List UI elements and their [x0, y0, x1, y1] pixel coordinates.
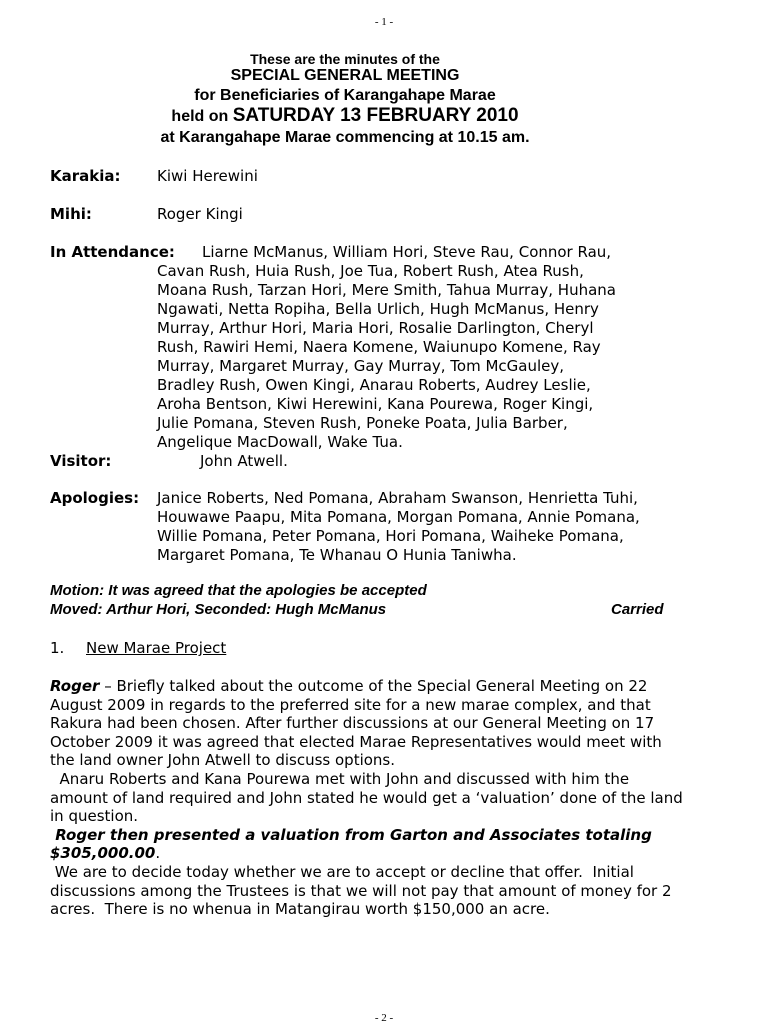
meeting-subtitle: for Beneficiaries of Karangahape Marae [194, 87, 496, 104]
visitor-row [50, 452, 288, 470]
attendance-first-line: Liarne McManus, William Hori, Steve Rau, Connor Rau, [202, 243, 612, 261]
mihi-value: Roger Kingi [157, 205, 243, 223]
date-prefix: held on [171, 108, 233, 125]
meeting-location: at Karangahape Marae commencing at 10.15 am. [160, 129, 530, 146]
motion-status: Carried [611, 601, 664, 618]
paragraph-4: We are to decide today whether we are to accept or decline that offer. Initial discussions among the Trustees is that we will not pay that amount of money for 2 acres. There is no whenua in Matangirau worth $150,000 an acre. [50, 862, 677, 919]
karakia-label: Karakia: [50, 167, 121, 185]
apologies-line: Margaret Pomana, Te Whanau O Hunia Taniwha. [157, 546, 517, 564]
attendance-line: Ngawati, Netta Ropiha, Bella Urlich, Hugh McManus, Henry [157, 300, 599, 318]
attendance-line: Moana Rush, Tarzan Hori, Mere Smith, Tahua Murray, Huhana [157, 281, 616, 299]
apologies-row [50, 489, 638, 507]
mihi-label: Mihi: [50, 205, 92, 223]
meeting-title: SPECIAL GENERAL MEETING [230, 67, 460, 84]
paragraph-3 [50, 826, 690, 863]
header-intro: These are the minutes of the [250, 51, 440, 67]
attendance-label: In Attendance: [50, 243, 175, 261]
apologies-label: Apologies: [50, 489, 140, 507]
visitor-value: John Atwell. [200, 452, 288, 470]
valuation-text: Roger then presented a valuation from Garton and Associates totaling $305,000.00 [50, 825, 658, 863]
page-number-bottom: - 2 - [374, 1012, 394, 1024]
visitor-label: Visitor: [50, 452, 112, 470]
karakia-row [50, 167, 258, 185]
attendance-line: Bradley Rush, Owen Kingi, Anarau Roberts, Audrey Leslie, [157, 376, 591, 394]
motion-moved: Moved: Arthur Hori, Seconded: Hugh McManus [50, 601, 387, 618]
paragraph-1-text: – Briefly talked about the outcome of the Special General Meeting on 22 August 2009 in regards to the preferred site for a new marae complex, and that Rakura had been chosen. After further discussions at our General Meeting on 17 October 2009 it was agreed that elected Marae Representatives would meet with the land owner John Atwell to discuss options. [50, 677, 662, 770]
section-heading [50, 639, 226, 657]
apologies-line: Willie Pomana, Peter Pomana, Hori Pomana, Waiheke Pomana, [157, 527, 624, 545]
section-number: 1. [50, 639, 65, 657]
attendance-line: Cavan Rush, Huia Rush, Joe Tua, Robert Rush, Atea Rush, [157, 262, 584, 280]
attendance-line: Rush, Rawiri Hemi, Naera Komene, Waiunupo Komene, Ray [157, 338, 601, 356]
motion-text: Motion: It was agreed that the apologies be accepted [50, 582, 427, 599]
attendance-line: Angelique MacDowall, Wake Tua. [157, 433, 403, 451]
page-number-top: - 1 - [374, 16, 394, 28]
karakia-value: Kiwi Herewini [157, 167, 258, 185]
apologies-list [157, 508, 640, 565]
mihi-row [50, 205, 243, 223]
attendance-line: Aroha Bentson, Kiwi Herewini, Kana Pourewa, Roger Kingi, [157, 395, 594, 413]
attendance-first-row [50, 243, 611, 261]
attendance-line: Julie Pomana, Steven Rush, Poneke Poata, Julia Barber, [157, 414, 568, 432]
attendance-line: Murray, Margaret Murray, Gay Murray, Tom McGauley, [157, 357, 565, 375]
meeting-date-line [0, 105, 690, 127]
valuation-end: . [155, 844, 161, 863]
paragraph-2: Anaru Roberts and Kana Pourewa met with John and discussed with him the amount of land required and John stated he would get a ‘valuation’ done of the land in question. [50, 769, 688, 826]
meeting-date: SATURDAY 13 FEBRUARY 2010 [232, 105, 519, 126]
attendance-line: Murray, Arthur Hori, Maria Hori, Rosalie Darlington, Cheryl [157, 319, 594, 337]
apologies-line: Houwawe Paapu, Mita Pomana, Morgan Pomana, Annie Pomana, [157, 508, 640, 526]
section-title: New Marae Project [86, 639, 227, 657]
apologies-first-line: Janice Roberts, Ned Pomana, Abraham Swanson, Henrietta Tuhi, [157, 489, 638, 507]
speaker-name: Roger [50, 677, 100, 695]
paragraph-1 [50, 677, 690, 770]
attendance-list [157, 262, 616, 452]
body-text [50, 677, 690, 919]
